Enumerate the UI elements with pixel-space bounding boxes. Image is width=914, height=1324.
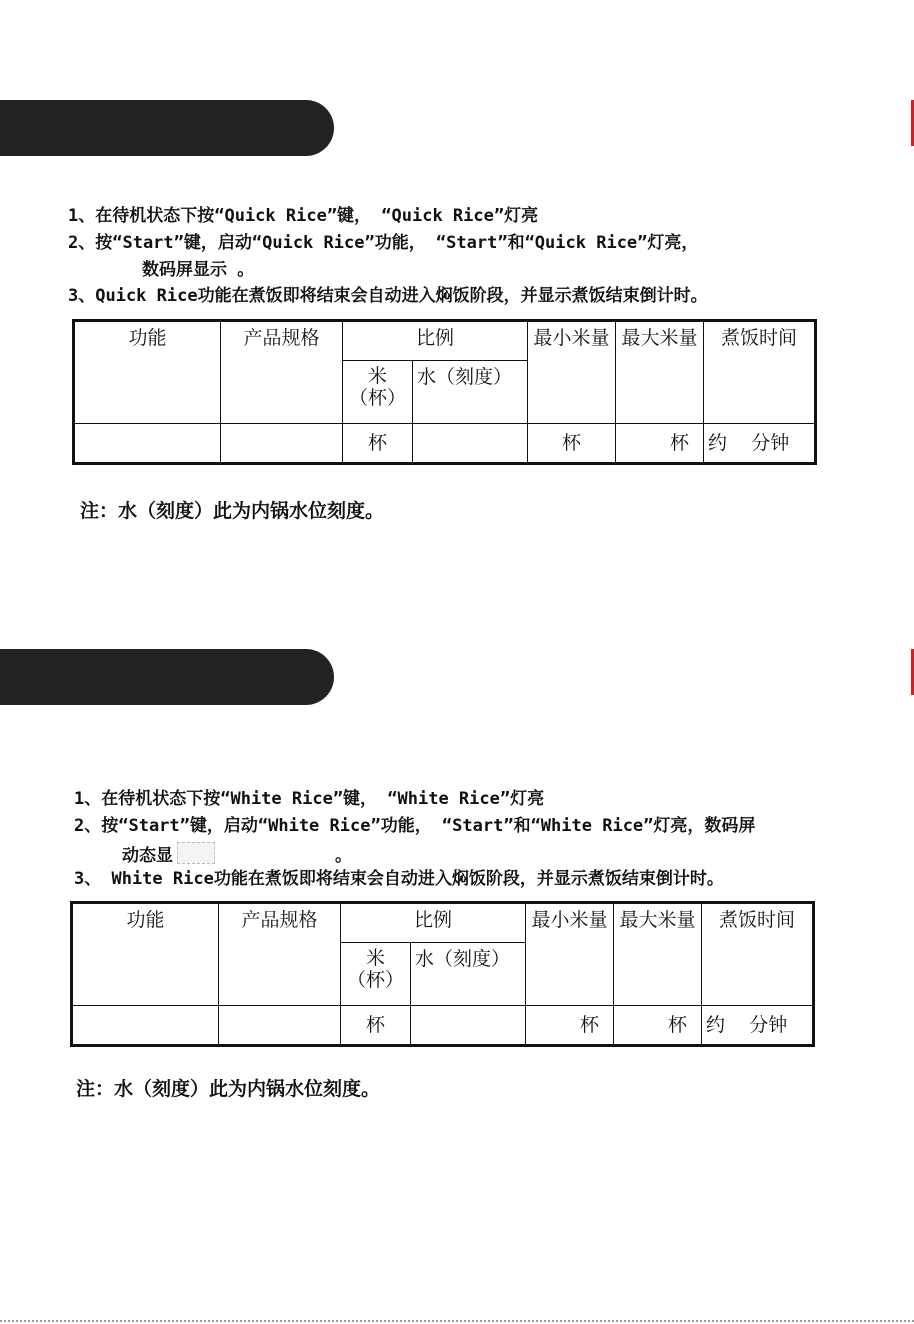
page-bottom-rule [0, 1320, 914, 1322]
display-segment-icon [177, 842, 215, 864]
time-suffix: 分钟 [751, 431, 790, 454]
header-spec: 产品规格 [219, 903, 341, 1006]
header-min-rice: 最小米量 [526, 903, 614, 1006]
cell-rice: 杯 [343, 423, 413, 463]
cell-spec [219, 1005, 341, 1045]
header-ratio: 比例 [341, 903, 526, 943]
step-2-continued: 数码屏显示 。 [142, 260, 255, 280]
display-text-end: 。 [335, 846, 352, 866]
header-cook-time: 煮饭时间 [704, 321, 816, 424]
cell-max-rice: 杯 [614, 1005, 702, 1045]
step-2: 2、按“Start”键，启动“White Rice”功能， “Start”和“White Rice”灯亮，数码屏 [74, 816, 756, 836]
header-ratio: 比例 [343, 321, 528, 361]
header-cook-time: 煮饭时间 [702, 903, 814, 1006]
time-prefix: 约 [708, 431, 728, 454]
step-3: 3、Quick Rice功能在煮饭即将结束会自动进入焖饭阶段，并显示煮饭结束倒计时。 [68, 286, 708, 306]
step-1: 1、在待机状态下按“Quick Rice”键， “Quick Rice”灯亮 [68, 206, 539, 226]
white-rice-spec-table [70, 901, 815, 1047]
section-banner-white-rice [0, 649, 334, 705]
header-rice: 米 （杯） [343, 361, 413, 423]
display-text: 动态显 [122, 846, 173, 866]
cell-rice: 杯 [341, 1005, 411, 1045]
cell-min-rice: 杯 [526, 1005, 614, 1045]
note: 注：水（刻度）此为内锅水位刻度。 [80, 500, 385, 522]
header-max-rice: 最大米量 [614, 903, 702, 1006]
step-1: 1、在待机状态下按“White Rice”键， “White Rice”灯亮 [74, 789, 545, 809]
header-function: 功能 [74, 321, 221, 424]
cell-cook-time [702, 1005, 814, 1045]
cell-water [411, 1005, 526, 1045]
cell-function [74, 423, 221, 463]
section-banner-quick-rice [0, 100, 334, 156]
cell-max-rice: 杯 [616, 423, 704, 463]
step-3: 3、 White Rice功能在煮饭即将结束会自动进入焖饭阶段，并显示煮饭结束倒计时。 [74, 869, 724, 889]
cell-spec [221, 423, 343, 463]
note: 注：水（刻度）此为内锅水位刻度。 [76, 1078, 381, 1100]
cell-function [72, 1005, 219, 1045]
header-water: 水（刻度） [411, 943, 526, 1005]
header-spec: 产品规格 [221, 321, 343, 424]
cell-cook-time [704, 423, 816, 463]
header-water: 水（刻度） [413, 361, 528, 423]
time-suffix: 分钟 [749, 1013, 788, 1036]
header-max-rice: 最大米量 [616, 321, 704, 424]
header-function: 功能 [72, 903, 219, 1006]
header-min-rice: 最小米量 [528, 321, 616, 424]
time-prefix: 约 [706, 1013, 726, 1036]
step-2-continued [122, 842, 352, 867]
cell-water [413, 423, 528, 463]
step-2: 2、按“Start”键，启动“Quick Rice”功能， “Start”和“Quick Rice”灯亮， [68, 233, 699, 253]
quick-rice-spec-table [72, 319, 817, 465]
cell-min-rice: 杯 [528, 423, 616, 463]
header-rice: 米 （杯） [341, 943, 411, 1005]
